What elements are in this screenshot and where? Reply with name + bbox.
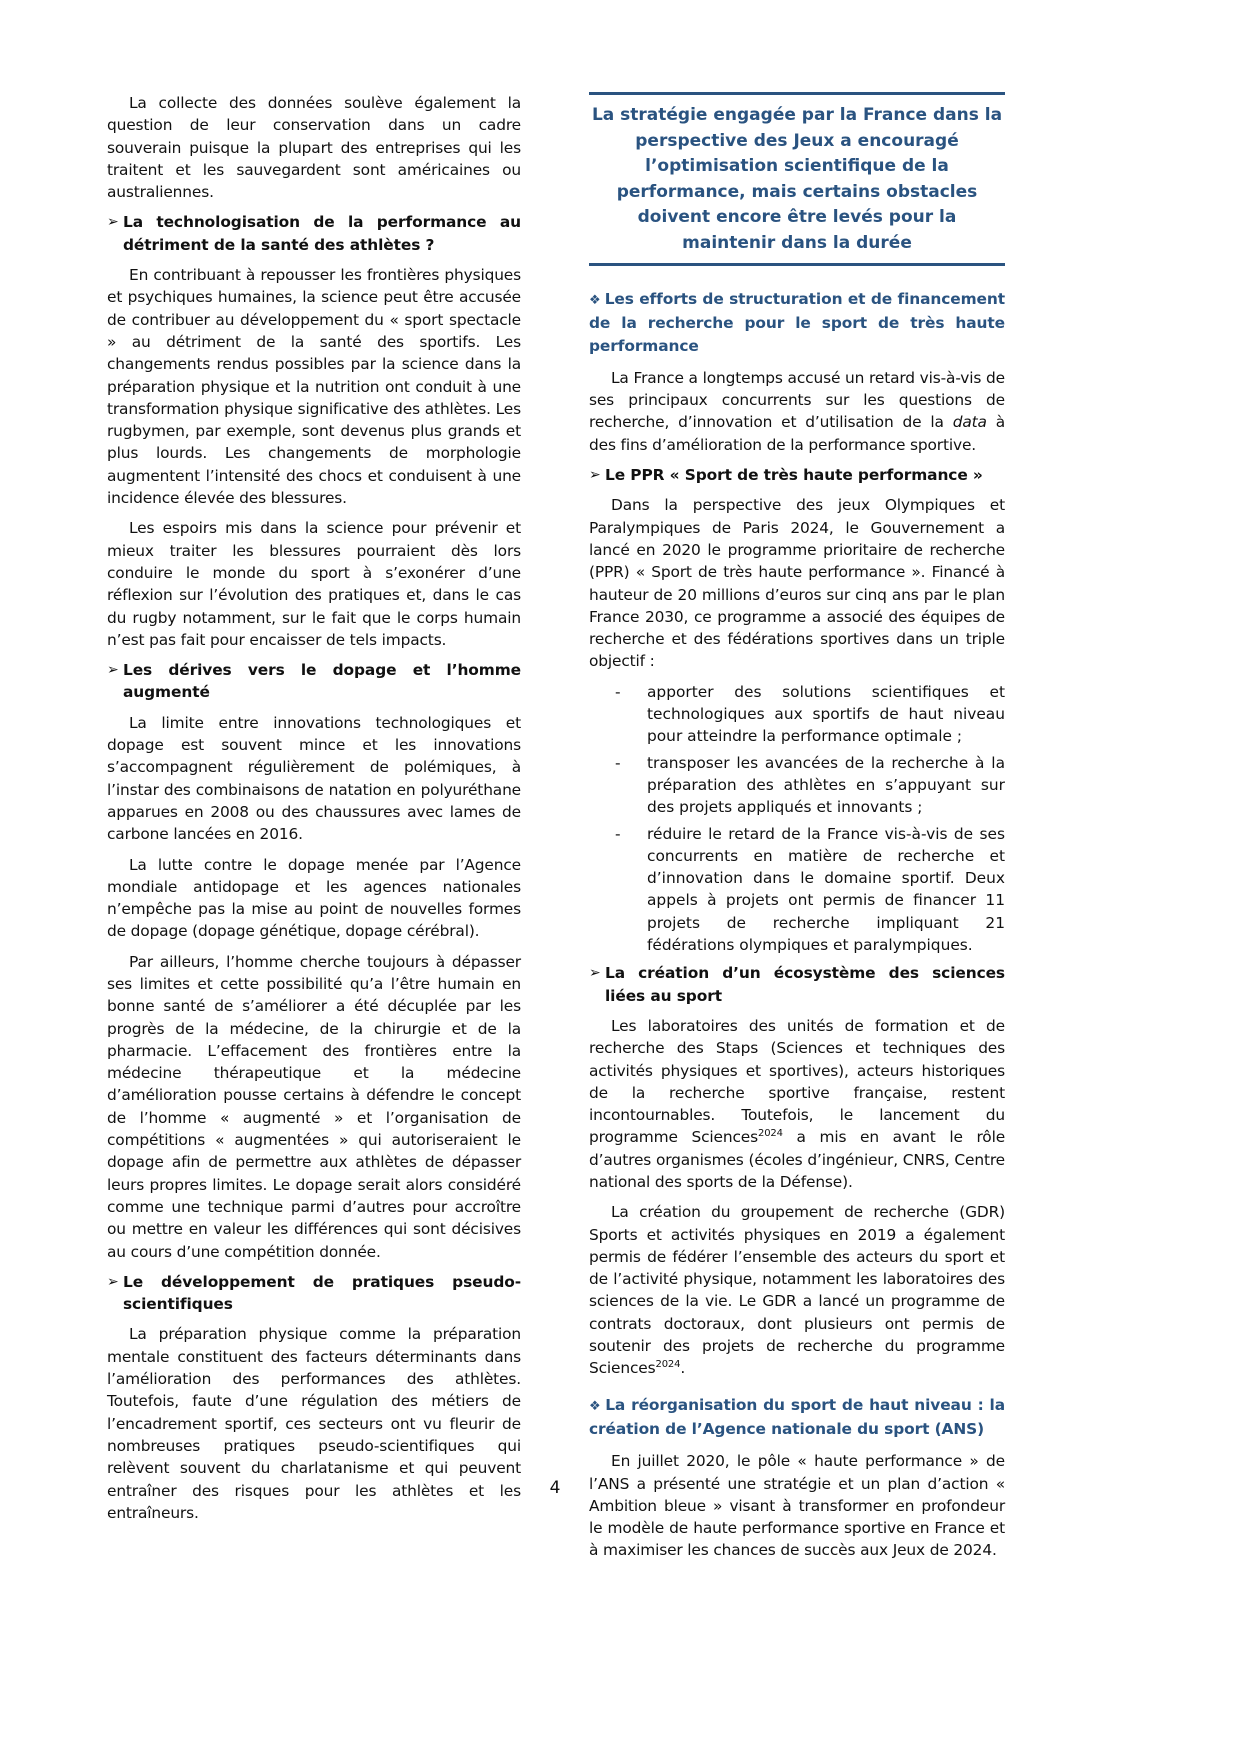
list-item	[589, 752, 1005, 819]
subheading	[107, 211, 521, 256]
emphasis-text: data	[952, 413, 987, 432]
paragraph: La collecte des données soulève également la question de leur conservation dans un cadre souverain puisque la plupart des entreprises qui les traitent et les sauvegardent sont américaines ou australiennes.	[107, 94, 521, 202]
arrow-bullet-icon: ➢	[107, 662, 119, 679]
dash-bullet: -	[615, 824, 621, 843]
section-heading	[589, 288, 1005, 357]
text-run: La création du groupement de recherche (GDR) Sports et activités physiques en 2019 a également permis de fédérer l’ensemble des acteurs du sport et de l’activité physique, notamment les laboratoires des sciences de la vie. Le GDR a lancé un programme de contrats doctoraux, dont plusieurs ont permis de soutenir des projets de recherche du programme Sciences	[589, 1203, 1005, 1378]
subheading	[589, 962, 1005, 1007]
paragraph: La limite entre innovations technologiques et dopage est souvent mince et les innovations s’accompagnent régulièrement de polémiques, à l’instar des combinaisons de natation en polyuréthane apparues en 2008 ou des chaussures avec lames de carbone lancées en 2016.	[107, 713, 521, 844]
arrow-bullet-icon: ➢	[589, 467, 601, 484]
list-item	[589, 823, 1005, 957]
dash-bullet: -	[615, 682, 621, 701]
list-item-text: apporter des solutions scientifiques et technologiques aux sportifs de haut niveau pour atteindre la performance optimale ;	[647, 682, 1005, 746]
subheading-text: Les dérives vers le dopage et l’homme augmenté	[123, 661, 521, 702]
right-column	[589, 92, 1005, 1570]
list-item-text: transposer les avancées de la recherche à la préparation des athlètes en s’appuyant sur des projets appliqués et innovants ;	[647, 753, 1005, 817]
paragraph: Les espoirs mis dans la science pour prévenir et mieux traiter les blessures pourraient dès lors conduire le monde du sport à s’exonérer d’une réflexion sur l’évolution des pratiques et, dans le cas du rugby notamment, sur le fait que le corps humain n’est pas fait pour encaisser de tels impacts.	[107, 519, 521, 649]
paragraph: La lutte contre le dopage menée par l’Agence mondiale antidopage et les agences nationales n’empêche pas la mise au point de nouvelles formes de dopage (dopage génétique, dopage cérébral).	[107, 855, 521, 941]
paragraph: En contribuant à repousser les frontières physiques et psychiques humaines, la science peut être accusée de contribuer au développement du « sport spectacle » au détriment de la santé des sportifs. Les changements rendus possibles par la science dans la préparation physique et la nutrition ont conduit à une transformation physique significative des athlètes. Les rugbymen, par exemple, sont devenus plus grands et plus lourds. Les changements de morphologie augmentent l’intensité des chocs et conduisent à une incidence élevée des blessures.	[107, 266, 521, 508]
subheading-text: La création d’un écosystème des sciences liées au sport	[605, 964, 1005, 1005]
text-run: La France a longtemps accusé un retard vis-à-vis de ses principaux concurrents sur les questions de recherche, d’innovation et d’utilisation de la	[589, 368, 1005, 432]
paragraph	[589, 367, 1005, 456]
arrow-bullet-icon: ➢	[107, 214, 119, 231]
arrow-bullet-icon: ➢	[107, 1273, 119, 1290]
section-heading	[589, 1394, 1005, 1441]
subheading-text: Le développement de pratiques pseudo-scientifiques	[123, 1272, 521, 1314]
text-run: Les laboratoires des unités de formation et de recherche des Staps (Sciences et techniques des activités physiques et sportives), acteurs historiques de la recherche sportive française, restent incontournables. Toutefois, le lancement du programme Sciences	[589, 1016, 1005, 1147]
list-item-text: réduire le retard de la France vis-à-vis de ses concurrents en matière de recherche et d’innovation dans le domaine sportif. Deux appels à projets ont permis de financer 11 projets de recherche impliquant 21 fédérations olympiques et paralympiques.	[647, 824, 1005, 955]
section-title-box: La stratégie engagée par la France dans la perspective des Jeux a encouragé l’optimisation scientifique de la performance, mais certains obstacles doivent encore être levés pour la maintenir dans la durée	[589, 92, 1005, 266]
superscript: 2024	[655, 1359, 681, 1371]
subheading-text: Le PPR « Sport de très haute performance »	[605, 466, 983, 485]
paragraph	[589, 1015, 1005, 1193]
paragraph: La préparation physique comme la préparation mentale constituent des facteurs déterminants dans l’amélioration des performances des athlètes. Toutefois, faute d’une régulation des métiers de l’encadrement sportif, ces secteurs ont vu fleurir de nombreuses pratiques pseudo-scientifiques qui relèvent souvent du charlatanisme et qui peuvent entraîner des risques pour les athlètes et les entraîneurs.	[107, 1325, 521, 1522]
paragraph: En juillet 2020, le pôle « haute performance » de l’ANS a présenté une stratégie et un plan d’action « Ambition bleue » visant à transformer en profondeur le modèle de haute performance sportive en France et à maximiser les chances de succès aux Jeux de 2024.	[589, 1452, 1005, 1560]
text-run: a mis en avant le rôle d’autres organismes (écoles d’ingénieur, CNRS, Centre national des sports de la Défense).	[589, 1128, 1006, 1191]
paragraph: Dans la perspective des jeux Olympiques et Paralympiques de Paris 2024, le Gouvernement a lancé en 2020 le programme prioritaire de recherche (PPR) « Sport de très haute performance ». Financé à hauteur de 20 millions d’euros sur cinq ans par le plan France 2030, ce programme a associé des équipes de recherche et des fédérations sportives dans un triple objectif :	[589, 496, 1005, 671]
subheading-text: La technologisation de la performance au détriment de la santé des athlètes ?	[123, 213, 521, 254]
paragraph: Par ailleurs, l’homme cherche toujours à dépasser ses limites et cette possibilité qu’a l’être humain en bonne santé de s’améliorer a été décuplée par les progrès de la médecine, de la chirurgie et de la pharmacie. L’effacement des frontières entre la médecine thérapeutique et la médecine d’amélioration pousse certains à défendre le concept de l’homme « augmenté » et l’organisation de compétitions « augmentées » qui autoriseraient le dopage afin de permettre aux athlètes de dépasser leurs propres limites. Le dopage serait alors considéré comme une technique parmi d’autres pour accroître ou mettre en valeur les différences qui sont décisives au cours d’une compétition donnée.	[107, 952, 521, 1261]
section-heading-text: Les efforts de structuration et de financement de la recherche pour le sport de très haute performance	[589, 290, 1005, 355]
arrow-bullet-icon: ➢	[589, 965, 601, 982]
section-heading-text: La réorganisation du sport de haut niveau : la création de l’Agence nationale du sport (ANS)	[589, 1395, 1005, 1438]
list-item	[589, 681, 1005, 748]
subheading	[589, 464, 1005, 486]
subheading	[107, 1271, 521, 1316]
subheading	[107, 659, 521, 704]
left-column	[107, 92, 521, 1532]
superscript: 2024	[757, 1128, 783, 1140]
diamond-bullet-icon: ❖	[589, 293, 601, 308]
dash-bullet: -	[615, 753, 621, 772]
diamond-bullet-icon: ❖	[589, 1398, 602, 1414]
objectives-list	[589, 681, 1005, 957]
text-run: à des fins d’amélioration de la performance sportive.	[589, 413, 1005, 454]
paragraph	[589, 1201, 1005, 1379]
text-run: .	[680, 1359, 686, 1378]
page-number: 4	[549, 1478, 561, 1498]
